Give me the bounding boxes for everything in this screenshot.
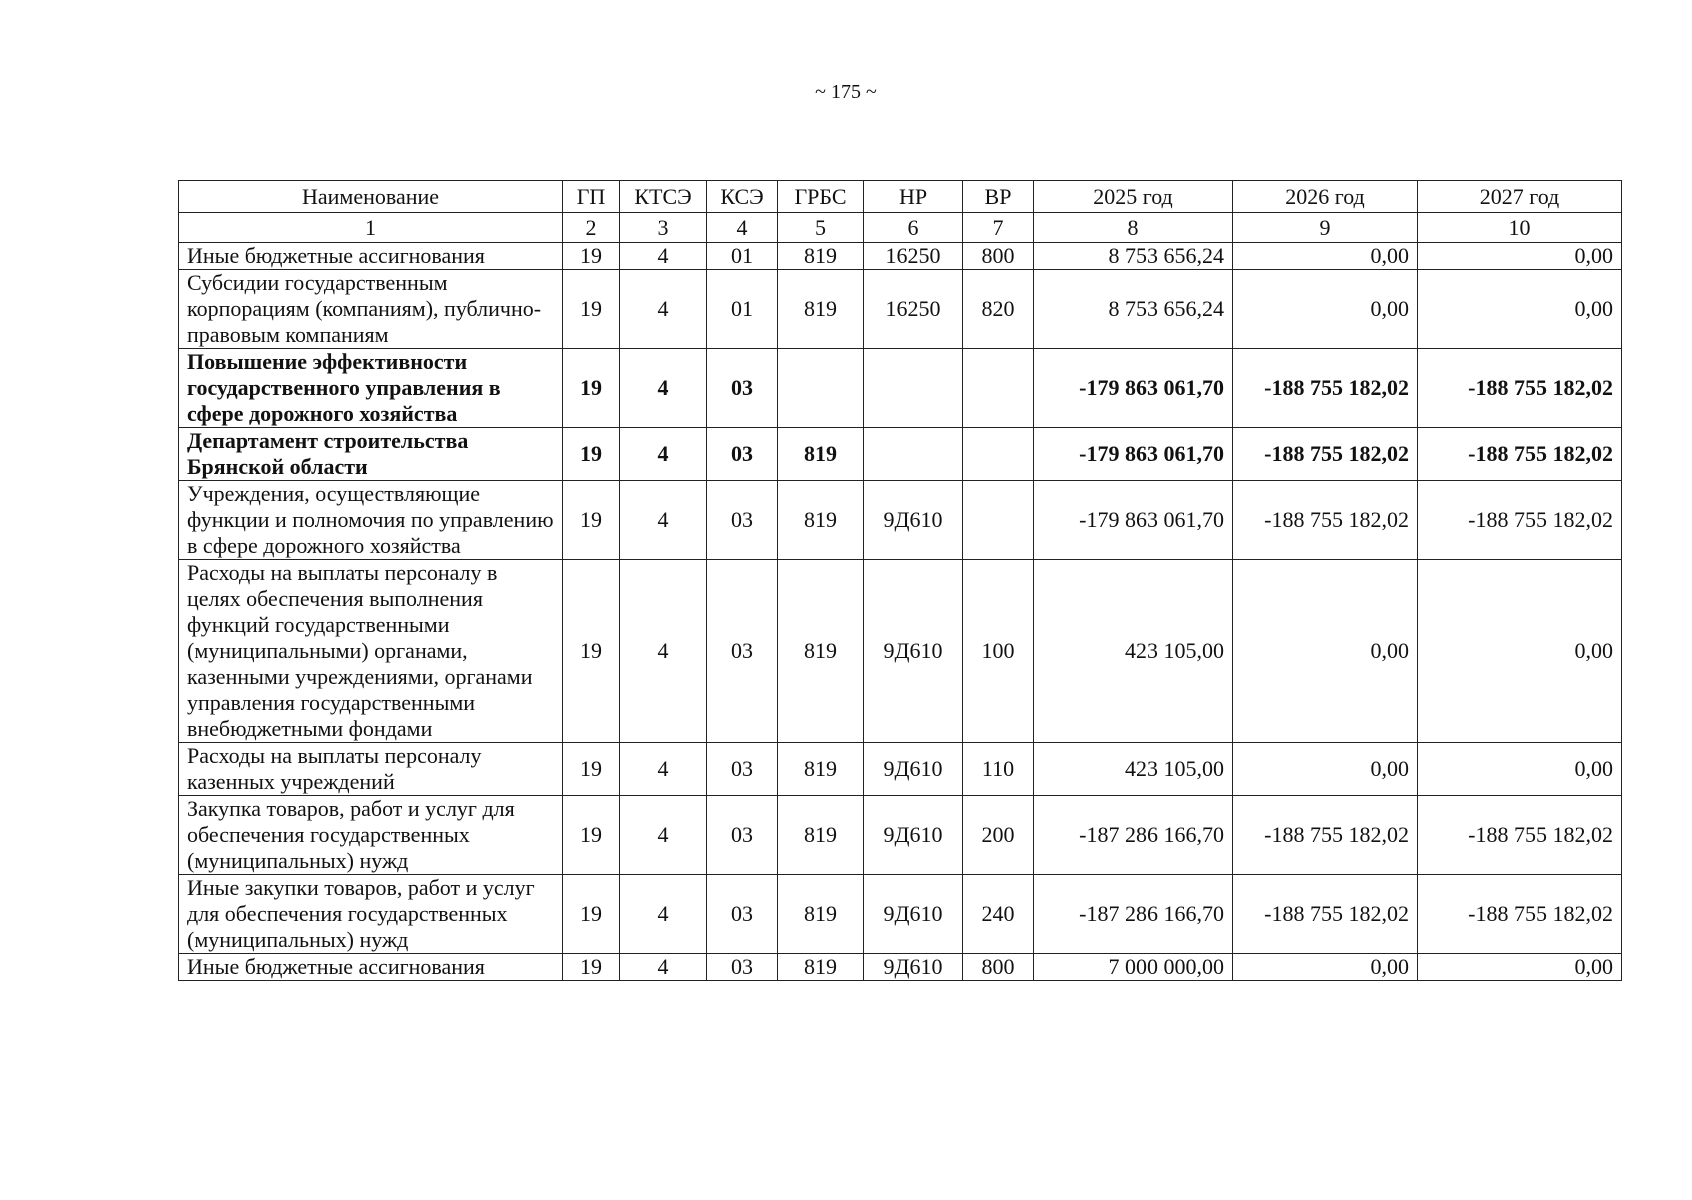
cell-2026: 0,00 (1233, 954, 1418, 981)
cell-2026: 0,00 (1233, 743, 1418, 796)
cell-2025: -187 286 166,70 (1034, 875, 1233, 954)
cell-nr (864, 428, 963, 481)
cell-ktse: 4 (620, 875, 707, 954)
header-2026: 2026 год (1233, 181, 1418, 213)
cell-gp: 19 (563, 349, 620, 428)
page-number: ~ 175 ~ (815, 81, 877, 103)
table-row (179, 428, 1622, 481)
cell-grbs: 819 (778, 875, 864, 954)
column-number-row (179, 213, 1622, 243)
table-row (179, 481, 1622, 560)
cell-grbs: 819 (778, 428, 864, 481)
column-number: 4 (707, 213, 778, 243)
cell-2025: 423 105,00 (1034, 743, 1233, 796)
cell-name: Иные бюджетные ассигнования (179, 243, 563, 270)
cell-2027: 0,00 (1418, 270, 1622, 349)
cell-kse: 03 (707, 954, 778, 981)
cell-nr: 9Д610 (864, 560, 963, 743)
cell-gp: 19 (563, 560, 620, 743)
table-row (179, 796, 1622, 875)
cell-nr: 9Д610 (864, 481, 963, 560)
cell-vr (963, 481, 1034, 560)
table-row (179, 875, 1622, 954)
cell-kse: 03 (707, 481, 778, 560)
cell-vr (963, 349, 1034, 428)
cell-vr (963, 428, 1034, 481)
cell-2026: 0,00 (1233, 270, 1418, 349)
cell-ktse: 4 (620, 428, 707, 481)
column-number: 2 (563, 213, 620, 243)
cell-2026: 0,00 (1233, 560, 1418, 743)
table-row (179, 560, 1622, 743)
cell-gp: 19 (563, 481, 620, 560)
table-row (179, 743, 1622, 796)
cell-name: Иные закупки товаров, работ и услуг для обеспечения государственных (муниципальных) нужд (179, 875, 563, 954)
cell-nr: 9Д610 (864, 796, 963, 875)
cell-name: Департамент строительства Брянской области (179, 428, 563, 481)
header-grbs: ГРБС (778, 181, 864, 213)
cell-2025: 423 105,00 (1034, 560, 1233, 743)
cell-name: Учреждения, осуществляющие функции и полномочия по управлению в сфере дорожного хозяйства (179, 481, 563, 560)
header-ktse: КТСЭ (620, 181, 707, 213)
cell-gp: 19 (563, 270, 620, 349)
cell-gp: 19 (563, 743, 620, 796)
cell-ktse: 4 (620, 954, 707, 981)
cell-ktse: 4 (620, 560, 707, 743)
cell-nr: 16250 (864, 270, 963, 349)
cell-kse: 03 (707, 428, 778, 481)
header-gp: ГП (563, 181, 620, 213)
cell-gp: 19 (563, 796, 620, 875)
cell-2025: -179 863 061,70 (1034, 481, 1233, 560)
header-vr: ВР (963, 181, 1034, 213)
cell-2027: 0,00 (1418, 954, 1622, 981)
cell-gp: 19 (563, 954, 620, 981)
cell-kse: 03 (707, 349, 778, 428)
header-name: Наименование (179, 181, 563, 213)
cell-vr: 110 (963, 743, 1034, 796)
header-row (179, 181, 1622, 213)
cell-name: Закупка товаров, работ и услуг для обеспечения государственных (муниципальных) нужд (179, 796, 563, 875)
column-number: 9 (1233, 213, 1418, 243)
column-number: 10 (1418, 213, 1622, 243)
cell-vr: 800 (963, 954, 1034, 981)
cell-2026: -188 755 182,02 (1233, 875, 1418, 954)
cell-2026: -188 755 182,02 (1233, 796, 1418, 875)
cell-grbs: 819 (778, 796, 864, 875)
cell-name: Расходы на выплаты персоналу в целях обеспечения выполнения функций государственными (муниципальными) органами, казенными учреждениями, органами управления государственными внебюджетными фондами (179, 560, 563, 743)
column-number: 6 (864, 213, 963, 243)
cell-2026: 0,00 (1233, 243, 1418, 270)
cell-ktse: 4 (620, 743, 707, 796)
cell-kse: 03 (707, 560, 778, 743)
cell-grbs: 819 (778, 270, 864, 349)
cell-kse: 03 (707, 875, 778, 954)
cell-2025: -179 863 061,70 (1034, 349, 1233, 428)
cell-2025: 8 753 656,24 (1034, 270, 1233, 349)
cell-2027: -188 755 182,02 (1418, 796, 1622, 875)
table-row (179, 270, 1622, 349)
cell-ktse: 4 (620, 270, 707, 349)
table-row (179, 243, 1622, 270)
cell-gp: 19 (563, 428, 620, 481)
cell-grbs: 819 (778, 743, 864, 796)
cell-2027: -188 755 182,02 (1418, 481, 1622, 560)
cell-2027: -188 755 182,02 (1418, 428, 1622, 481)
table-row (179, 954, 1622, 981)
cell-2025: 7 000 000,00 (1034, 954, 1233, 981)
cell-name: Субсидии государственным корпорациям (компаниям), публично-правовым компаниям (179, 270, 563, 349)
cell-kse: 01 (707, 270, 778, 349)
cell-nr (864, 349, 963, 428)
cell-grbs: 819 (778, 243, 864, 270)
cell-2025: -179 863 061,70 (1034, 428, 1233, 481)
header-2027: 2027 год (1418, 181, 1622, 213)
cell-vr: 800 (963, 243, 1034, 270)
cell-ktse: 4 (620, 349, 707, 428)
cell-ktse: 4 (620, 796, 707, 875)
table-row (179, 349, 1622, 428)
cell-kse: 03 (707, 796, 778, 875)
cell-vr: 240 (963, 875, 1034, 954)
cell-name: Расходы на выплаты персоналу казенных учреждений (179, 743, 563, 796)
cell-vr: 100 (963, 560, 1034, 743)
cell-2025: -187 286 166,70 (1034, 796, 1233, 875)
cell-kse: 01 (707, 243, 778, 270)
cell-2027: 0,00 (1418, 743, 1622, 796)
cell-gp: 19 (563, 243, 620, 270)
cell-2025: 8 753 656,24 (1034, 243, 1233, 270)
cell-2027: 0,00 (1418, 560, 1622, 743)
cell-nr: 9Д610 (864, 875, 963, 954)
cell-2026: -188 755 182,02 (1233, 481, 1418, 560)
column-number: 1 (179, 213, 563, 243)
header-kse: КСЭ (707, 181, 778, 213)
column-number: 3 (620, 213, 707, 243)
column-number: 7 (963, 213, 1034, 243)
cell-grbs (778, 349, 864, 428)
cell-ktse: 4 (620, 243, 707, 270)
cell-2026: -188 755 182,02 (1233, 349, 1418, 428)
cell-grbs: 819 (778, 560, 864, 743)
cell-vr: 200 (963, 796, 1034, 875)
budget-table (178, 180, 1622, 981)
column-number: 5 (778, 213, 864, 243)
cell-nr: 16250 (864, 243, 963, 270)
cell-2027: 0,00 (1418, 243, 1622, 270)
cell-name: Иные бюджетные ассигнования (179, 954, 563, 981)
cell-ktse: 4 (620, 481, 707, 560)
cell-2026: -188 755 182,02 (1233, 428, 1418, 481)
cell-grbs: 819 (778, 954, 864, 981)
cell-name: Повышение эффективности государственного управления в сфере дорожного хозяйства (179, 349, 563, 428)
header-2025: 2025 год (1034, 181, 1233, 213)
cell-vr: 820 (963, 270, 1034, 349)
column-number: 8 (1034, 213, 1233, 243)
cell-grbs: 819 (778, 481, 864, 560)
header-nr: НР (864, 181, 963, 213)
cell-2027: -188 755 182,02 (1418, 875, 1622, 954)
cell-nr: 9Д610 (864, 743, 963, 796)
cell-gp: 19 (563, 875, 620, 954)
cell-nr: 9Д610 (864, 954, 963, 981)
cell-kse: 03 (707, 743, 778, 796)
cell-2027: -188 755 182,02 (1418, 349, 1622, 428)
